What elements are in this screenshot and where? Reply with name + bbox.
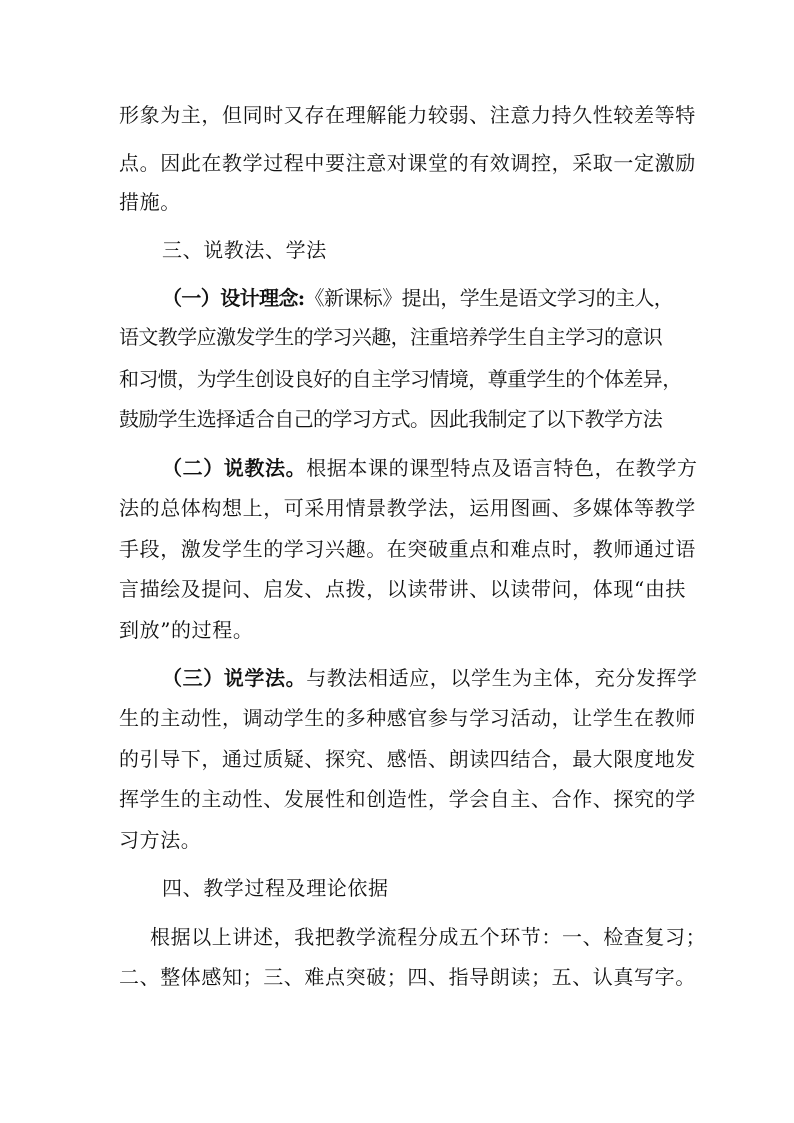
section-heading: 四、教学过程及理论依据	[162, 876, 389, 900]
paragraph-line: 鼓励学生选择适合自己的学习方式。因此我制定了以下教学方法	[119, 407, 663, 431]
paragraph-line: 二、整体感知；三、难点突破；四、指导朗读；五、认真写字。	[119, 965, 696, 989]
item-label: （三）说学法。	[162, 666, 307, 690]
paragraph-line: 根据以上讲述，我把教学流程分成五个环节：一、检查复习；	[150, 925, 707, 949]
item-text: 与教法相适应，以学生为主体，充分发挥学	[306, 666, 698, 690]
paragraph-line: 到放”的过程。	[119, 618, 254, 642]
item-label: （一）设计理念:	[162, 286, 305, 310]
paragraph-line: 措施。	[119, 190, 181, 214]
paragraph-line: 生的主动性，调动学生的多种感官参与学习活动，让学生在教师	[119, 706, 696, 730]
paragraph-line: 形象为主，但同时又存在理解能力较弱、注意力持久性较差等特	[119, 103, 696, 127]
paragraph-line: 言描绘及提问、启发、点拨，以读带讲、以读带问，体现“由扶	[119, 577, 687, 601]
item-label: （二）说教法。	[162, 456, 307, 480]
item-first-line	[162, 286, 728, 310]
paragraph-line: 习方法。	[119, 828, 202, 852]
paragraph-line: 语文教学应激发学生的学习兴趣，注重培养学生自主学习的意识	[119, 325, 663, 349]
paragraph-line: 和习惯，为学生创设良好的自主学习情境，尊重学生的个体差异，	[119, 367, 682, 391]
item-text: 根据本课的课型特点及语言特色，在教学方	[306, 456, 698, 480]
paragraph-line: 的引导下，通过质疑、探究、感悟、朗读四结合，最大限度地发	[119, 747, 696, 771]
paragraph-line: 点。因此在教学过程中要注意对课堂的有效调控，采取一定激励	[119, 151, 696, 175]
paragraph-line: 挥学生的主动性、发展性和创造性，学会自主、合作、探究的学	[119, 787, 696, 811]
paragraph-line: 法的总体构想上，可采用情景教学法，运用图画、多媒体等教学	[119, 496, 696, 520]
item-first-line	[162, 456, 728, 480]
section-heading: 三、说教法、学法	[162, 238, 327, 262]
paragraph-line: 手段，激发学生的学习兴趣。在突破重点和难点时，教师通过语	[119, 537, 696, 561]
item-first-line	[162, 666, 728, 690]
item-text: 《新课标》提出，学生是语文学习的主人，	[304, 286, 674, 310]
